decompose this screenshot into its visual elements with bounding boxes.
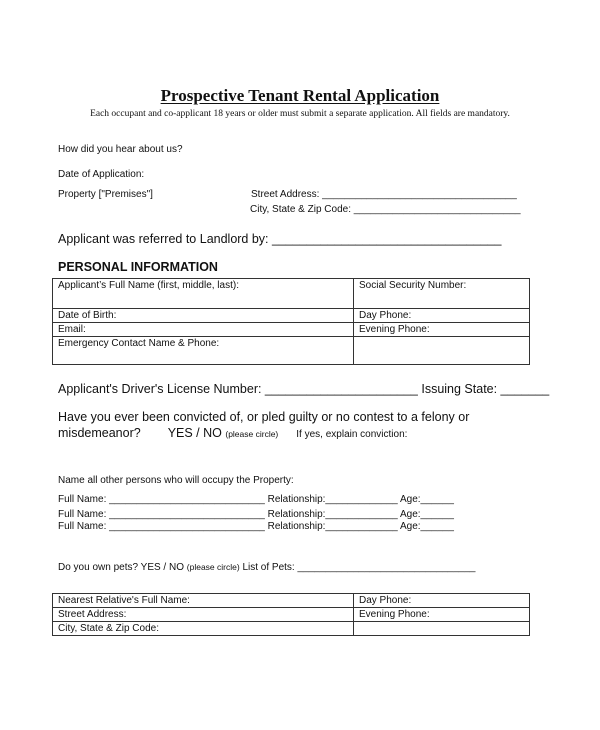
email-field[interactable]: Email: bbox=[53, 323, 354, 337]
conviction-yes-no[interactable]: YES / NO bbox=[167, 426, 222, 440]
occupant-row-3[interactable]: Full Name: ____________________________ Relationship:_____________ Age:______ bbox=[58, 521, 454, 532]
occupant-row-2[interactable]: Full Name: ____________________________ Relationship:_____________ Age:______ bbox=[58, 509, 454, 520]
misdemeanor-text: misdemeanor? bbox=[58, 426, 141, 440]
relative-row-street bbox=[53, 608, 530, 622]
emergency-empty-cell[interactable] bbox=[354, 337, 530, 365]
page-subtitle: Each occupant and co-applicant 18 years or older must submit a separate application. All fields are mandatory. bbox=[90, 109, 510, 119]
personal-row-name bbox=[53, 279, 530, 309]
pets-please-circle: (please circle) bbox=[186, 562, 240, 572]
property-label: Property ["Premises"] bbox=[58, 189, 153, 200]
evening-phone-field[interactable]: Evening Phone: bbox=[354, 323, 530, 337]
personal-row-dob bbox=[53, 309, 530, 323]
day-phone-field[interactable]: Day Phone: bbox=[354, 309, 530, 323]
relative-table bbox=[52, 593, 530, 636]
conviction-please-circle: (please circle) bbox=[225, 429, 279, 439]
dob-field[interactable]: Date of Birth: bbox=[53, 309, 354, 323]
relative-street-field[interactable]: Street Address: bbox=[53, 608, 354, 622]
street-address-field[interactable]: Street Address: ___________________________________ bbox=[251, 189, 517, 200]
relative-name-field[interactable]: Nearest Relative's Full Name: bbox=[53, 594, 354, 608]
relative-row-city bbox=[53, 622, 530, 636]
conviction-question: Have you ever been convicted of, or pled guilty or no contest to a felony or bbox=[58, 410, 470, 424]
personal-row-emergency bbox=[53, 337, 530, 365]
pets-yes-no[interactable]: Do you own pets? YES / NO bbox=[58, 562, 184, 573]
occupants-intro: Name all other persons who will occupy the Property: bbox=[58, 475, 294, 486]
personal-info-heading: PERSONAL INFORMATION bbox=[58, 260, 218, 274]
occupant-row-1[interactable]: Full Name: ____________________________ Relationship:_____________ Age:______ bbox=[58, 494, 454, 505]
conviction-explain-label: If yes, explain conviction: bbox=[296, 429, 408, 440]
page-title: Prospective Tenant Rental Application bbox=[160, 86, 440, 105]
relative-city-empty-cell[interactable] bbox=[354, 622, 530, 636]
relative-day-phone-field[interactable]: Day Phone: bbox=[354, 594, 530, 608]
conviction-question-line2 bbox=[58, 426, 407, 440]
date-of-application-label: Date of Application: bbox=[58, 169, 145, 180]
personal-info-table bbox=[52, 278, 530, 365]
heard-about-label: How did you hear about us? bbox=[58, 144, 183, 155]
emergency-contact-field[interactable]: Emergency Contact Name & Phone: bbox=[53, 337, 354, 365]
personal-row-email bbox=[53, 323, 530, 337]
ssn-field[interactable]: Social Security Number: bbox=[354, 279, 530, 309]
relative-evening-phone-field[interactable]: Evening Phone: bbox=[354, 608, 530, 622]
relative-row-name bbox=[53, 594, 530, 608]
relative-city-field[interactable]: City, State & Zip Code: bbox=[53, 622, 354, 636]
city-state-zip-field[interactable]: City, State & Zip Code: ______________________________ bbox=[250, 204, 521, 215]
drivers-license-field[interactable]: Applicant's Driver's License Number: ______________________ Issuing State: _______ bbox=[58, 382, 550, 396]
referred-by-field[interactable]: Applicant was referred to Landlord by: _________________________________ bbox=[58, 232, 502, 246]
pets-question bbox=[58, 562, 475, 573]
full-name-field[interactable]: Applicant’s Full Name (first, middle, last): bbox=[53, 279, 354, 309]
pets-list-field[interactable]: List of Pets: ________________________________ bbox=[242, 562, 476, 573]
